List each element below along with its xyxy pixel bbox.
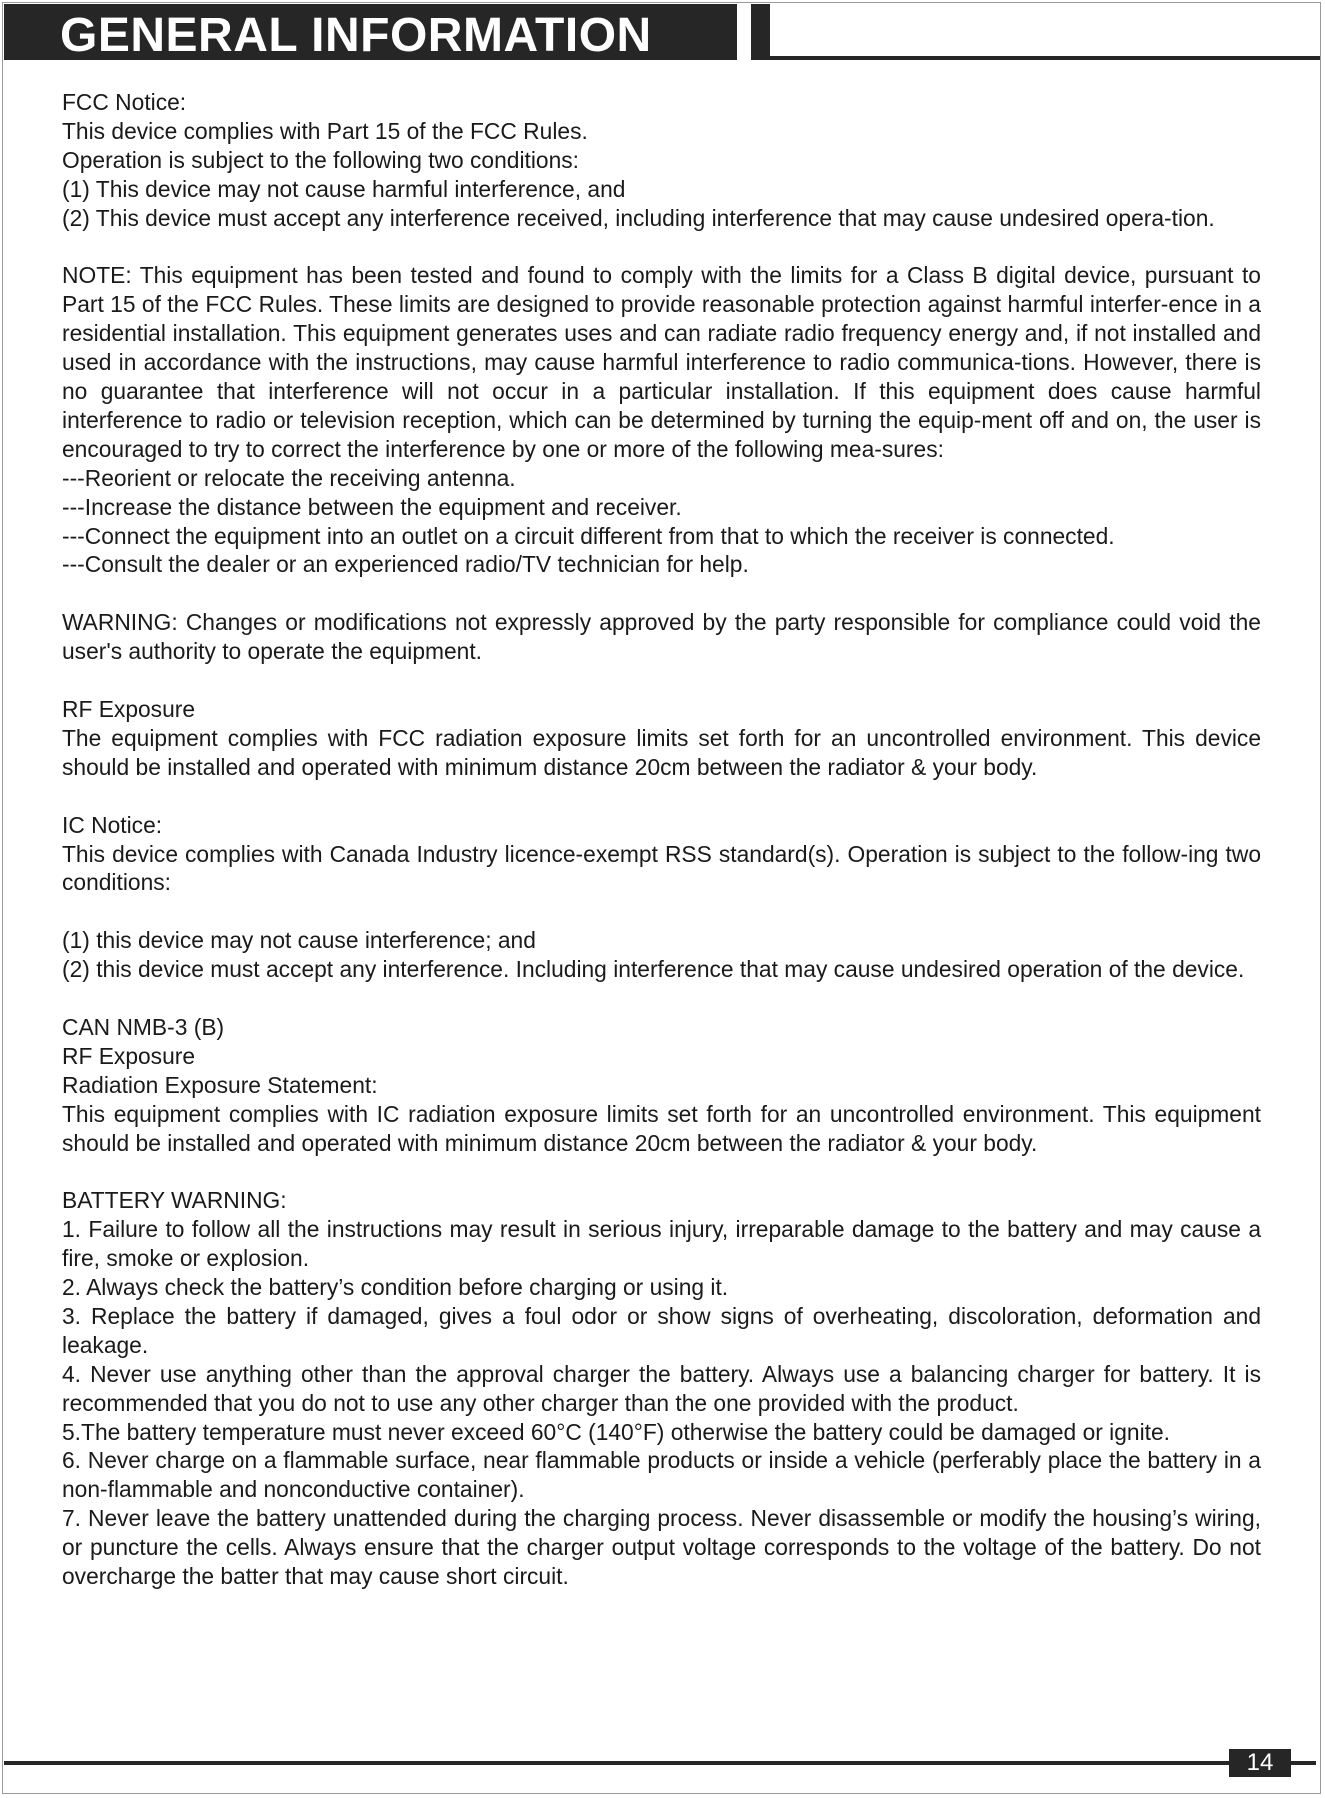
can-rf-heading: RF Exposure (62, 1042, 196, 1069)
rf-exposure-heading: RF Exposure (62, 695, 196, 722)
page-title: GENERAL INFORMATION (60, 9, 652, 62)
battery-item: 2. Always check the battery’s condition before charging or using it. (62, 1274, 729, 1301)
fcc-line: (2) This device must accept any interference received, including interference that may cause undesired opera-tion. (62, 204, 1215, 231)
paragraph-gap (62, 897, 1261, 926)
battery-item: 3. Replace the battery if damaged, gives a foul odor or show signs of overheating, discoloration, deformation and leakage. (62, 1302, 1261, 1358)
battery-item: 7. Never leave the battery unattended during the charging process. Never disassemble or modify the housing’s wiring, or puncture the cells. Always ensure that the charger output voltage corresponds to the voltage of the battery. Do not overcharge the batter that may cause short circuit. (62, 1505, 1261, 1590)
ic-condition: (2) this device must accept any interference. Including interference that may cause undesired operation of the device. (62, 956, 1245, 983)
ic-heading: IC Notice: (62, 811, 163, 838)
note-measure: ---Increase the distance between the equipment and receiver. (62, 493, 682, 520)
warning-paragraph: WARNING: Changes or modifications not expressly approved by the party responsible for compliance could void the user's authority to operate the equipment. (62, 609, 1261, 665)
paragraph-gap (62, 1157, 1261, 1186)
paragraph-gap (62, 782, 1261, 811)
rf-exposure-paragraph: The equipment complies with FCC radiation exposure limits set forth for an uncontrolled environment. This device should be installed and operated with minimum distance 20cm between the radiator & your body. (62, 724, 1261, 780)
paragraph-gap (62, 666, 1261, 695)
note-measure: ---Reorient or relocate the receiving antenna. (62, 464, 516, 491)
battery-item: 5.The battery temperature must never exceed 60°C (140°F) otherwise the battery could be damaged or ignite. (62, 1418, 1171, 1445)
paragraph-gap (62, 579, 1261, 608)
header-notch (737, 4, 751, 58)
note-measure: ---Connect the equipment into an outlet on a circuit different from that to which the receiver is connected. (62, 522, 1115, 549)
fcc-heading: FCC Notice: (62, 89, 187, 115)
battery-heading: BATTERY WARNING: (62, 1187, 287, 1214)
can-label: CAN NMB-3 (B) (62, 1013, 225, 1040)
document-body (62, 88, 1261, 1591)
battery-item: 6. Never charge on a flammable surface, near flammable products or inside a vehicle (perferably place the battery in a non-flammable and nonconductive container). (62, 1447, 1261, 1503)
fcc-line: This device complies with Part 15 of the FCC Rules. (62, 117, 588, 144)
header-bar (4, 4, 737, 60)
battery-item: 1. Failure to follow all the instructions may result in serious injury, irreparable damage to the battery and may cause a fire, smoke or explosion. (62, 1216, 1261, 1272)
header-rule (770, 56, 1320, 60)
fcc-line: (1) This device may not cause harmful interference, and (62, 175, 626, 202)
battery-item: 4. Never use anything other than the approval charger the battery. Always use a balancing charger for battery. It is recommended that you do not to use any other charger than the one provided with the product. (62, 1360, 1261, 1416)
header-block (751, 4, 770, 60)
paragraph-gap (62, 984, 1261, 1013)
ic-condition: (1) this device may not cause interference; and (62, 927, 536, 954)
note-measure: ---Consult the dealer or an experienced radio/TV technician for help. (62, 551, 749, 578)
note-paragraph: NOTE: This equipment has been tested and found to comply with the limits for a Class B digital device, pursuant to Part 15 of the FCC Rules. These limits are designed to provide reasonable protection against harmful interfer-ence in a residential installation. This equipment generates uses and can radiate radio frequency energy and, if not installed and used in accordance with the instructions, may cause harmful interference to radio communica-tions. However, there is no guarantee that interference will not occur in a particular installation. If this equipment does cause harmful interference to radio or television reception, which can be determined by turning the equip-ment off and on, the user is encouraged to try to correct the interference by one or more of the following mea-sures: (62, 262, 1261, 462)
paragraph-gap (62, 233, 1261, 262)
can-statement-heading: Radiation Exposure Statement: (62, 1071, 378, 1098)
ic-paragraph: This device complies with Canada Industry licence-exempt RSS standard(s). Operation is subject to the follow-ing two conditions: (62, 840, 1261, 896)
fcc-line: Operation is subject to the following two conditions: (62, 146, 580, 173)
can-paragraph: This equipment complies with IC radiation exposure limits set forth for an uncontrolled environment. This equipment should be installed and operated with minimum distance 20cm between the radiator & your body. (62, 1100, 1261, 1156)
footer-rule (4, 1761, 1316, 1765)
page-number: 14 (1229, 1749, 1291, 1777)
